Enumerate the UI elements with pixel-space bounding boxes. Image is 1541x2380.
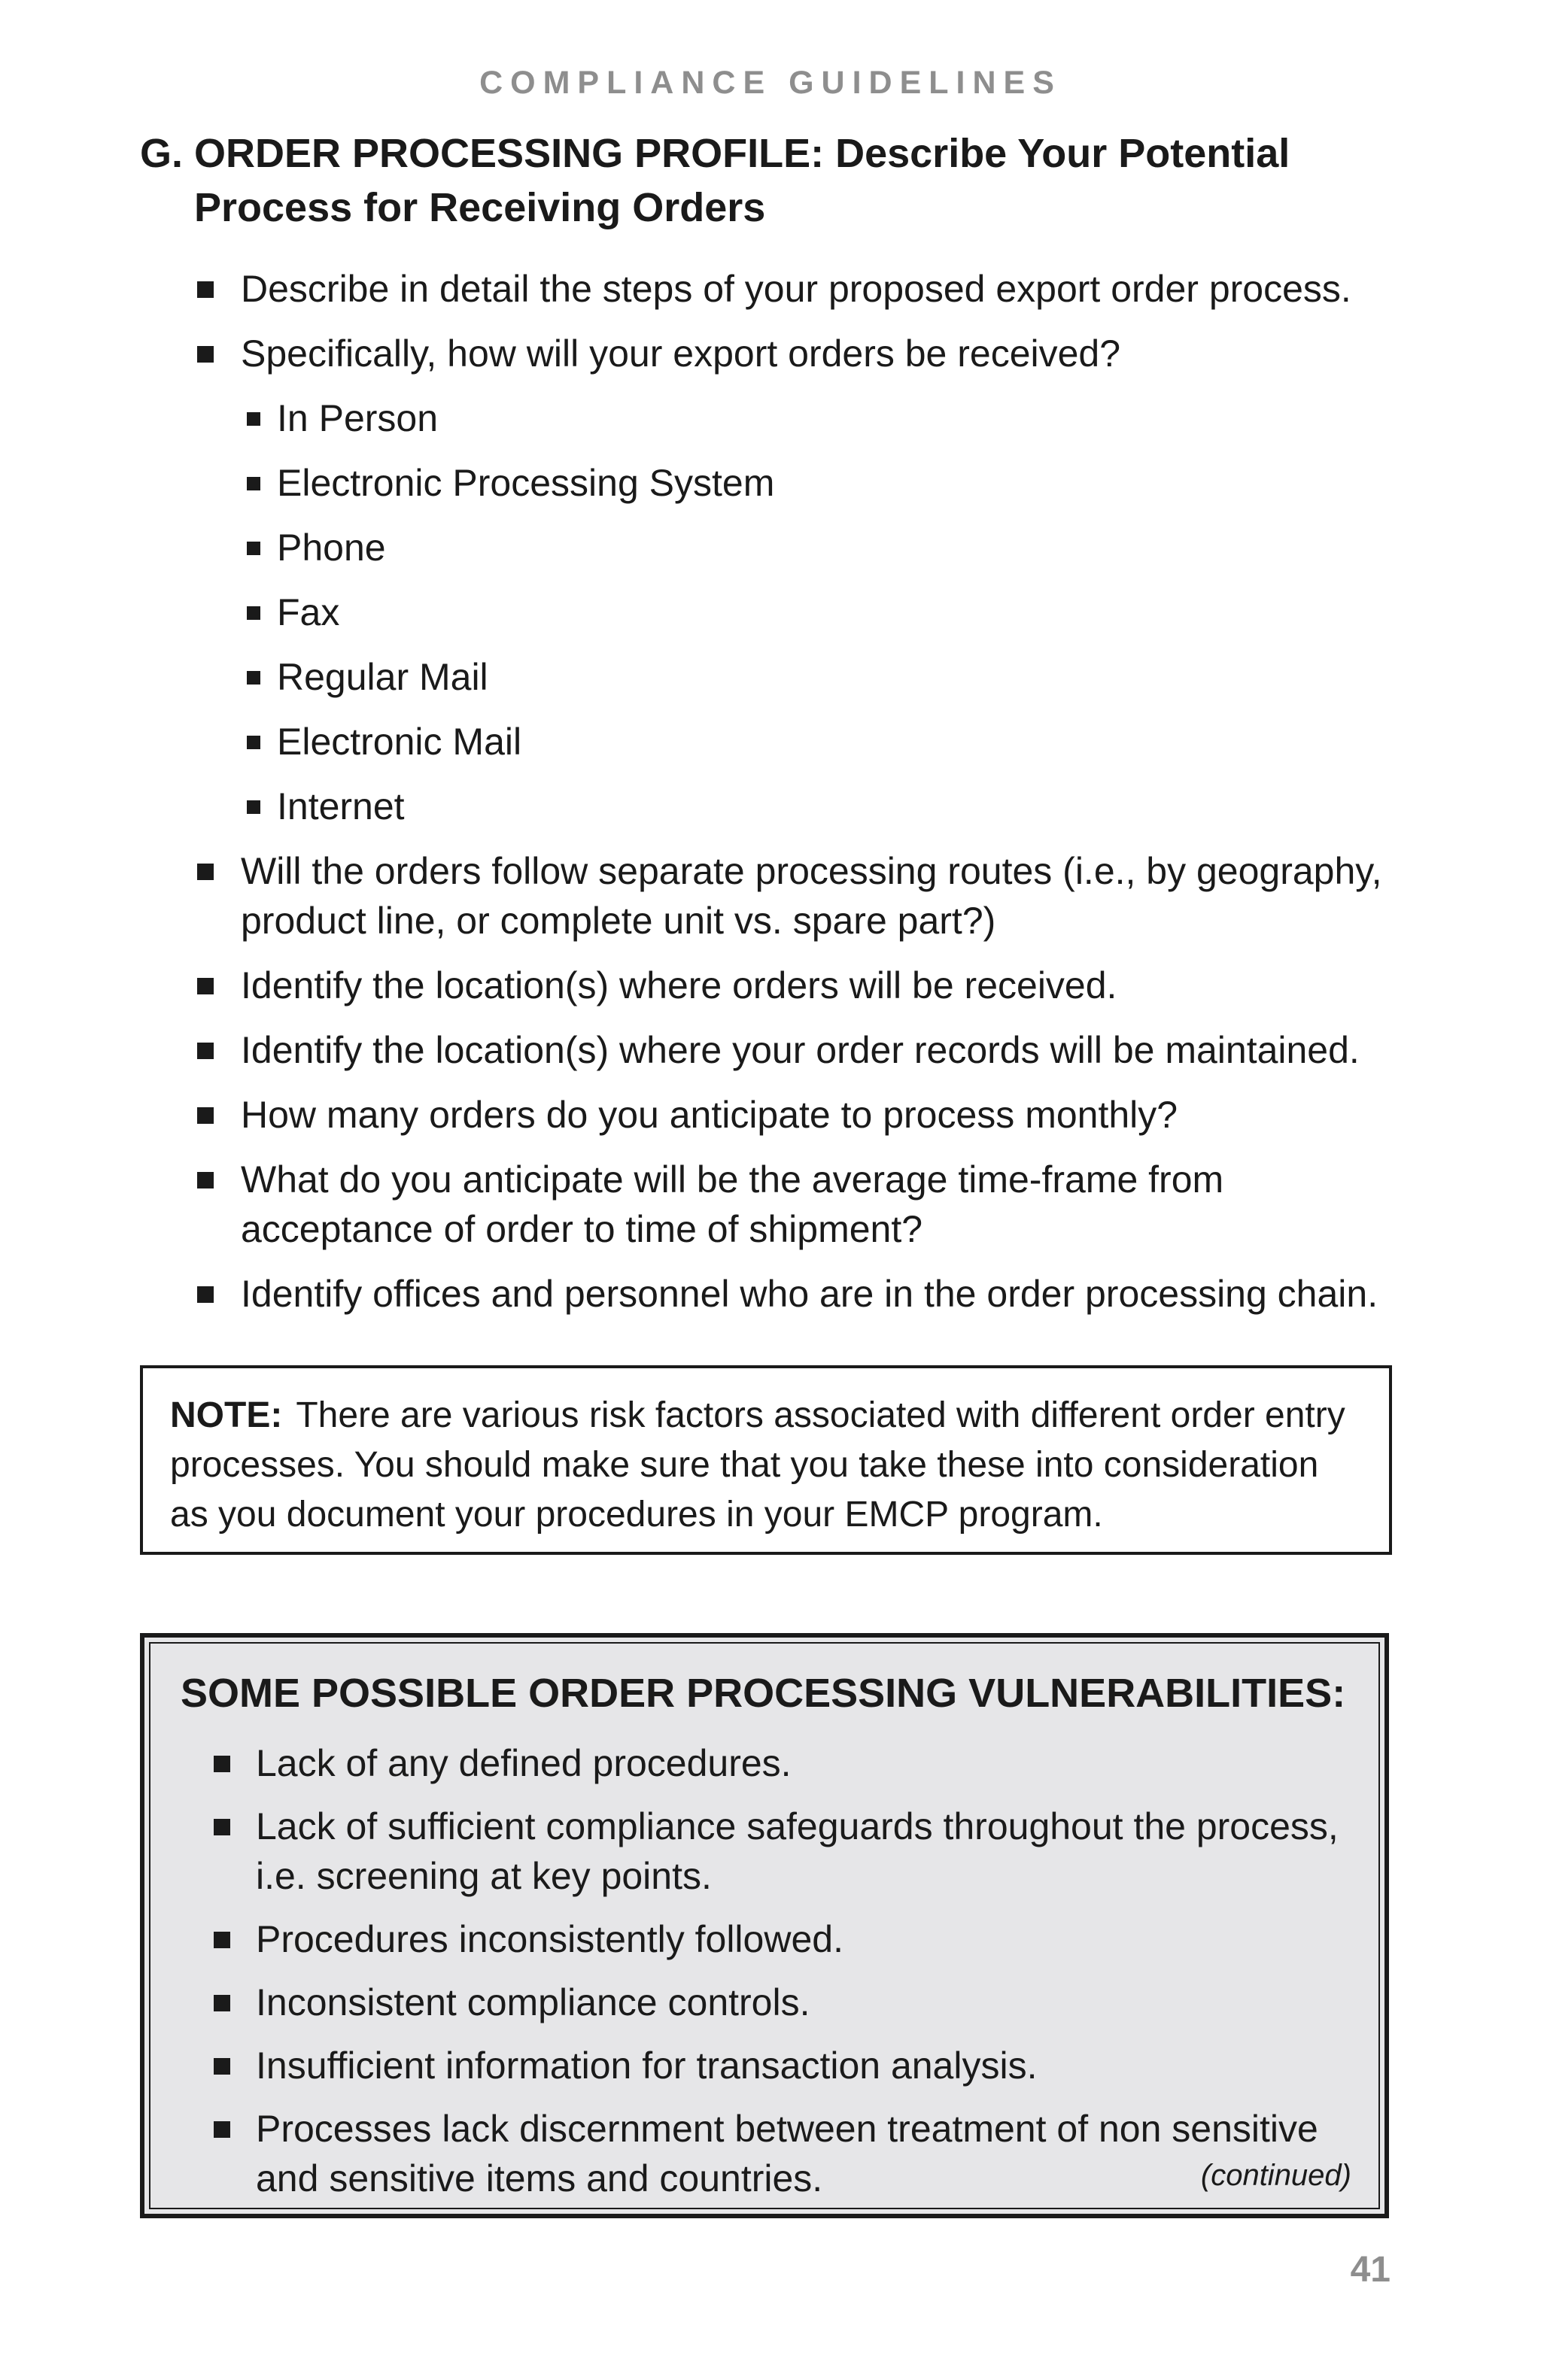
list-item bbox=[197, 329, 1416, 378]
vulnerabilities-box bbox=[140, 1633, 1389, 2218]
square-bullet-icon bbox=[247, 542, 260, 555]
square-bullet-icon bbox=[197, 346, 214, 363]
list-item-text: Inconsistent compliance controls. bbox=[256, 1981, 810, 2023]
page-number: 41 bbox=[1350, 2250, 1391, 2290]
list-item-text: Will the orders follow separate processing routes (i.e., by geography, product line, or complete unit vs. spare part?) bbox=[241, 850, 1382, 942]
list-item bbox=[197, 961, 1416, 1010]
list-item bbox=[214, 1914, 1342, 1964]
note-text: There are various risk factors associated with different order entry processes. You should make sure that you take these into consideration as you document your procedures in your EMCP program. bbox=[170, 1395, 1345, 1535]
list-item bbox=[197, 1090, 1416, 1140]
list-item-text: Insufficient information for transaction analysis. bbox=[256, 2045, 1038, 2087]
sub-list-item bbox=[197, 587, 1416, 637]
order-process-list bbox=[197, 264, 1416, 1334]
square-bullet-icon bbox=[247, 736, 260, 749]
sub-list-item bbox=[197, 523, 1416, 572]
square-bullet-icon bbox=[197, 1107, 214, 1124]
square-bullet-icon bbox=[247, 412, 260, 426]
list-item bbox=[197, 846, 1416, 946]
list-item-text: Internet bbox=[277, 785, 405, 827]
note-box bbox=[140, 1365, 1392, 1555]
list-item bbox=[197, 264, 1416, 314]
list-item-text: Electronic Processing System bbox=[277, 462, 775, 504]
continued-label: (continued) bbox=[1200, 2159, 1351, 2192]
vulnerabilities-list bbox=[214, 1738, 1342, 2217]
square-bullet-icon bbox=[214, 1932, 230, 1948]
square-bullet-icon bbox=[247, 671, 260, 685]
list-item-text: Identify offices and personnel who are in the order processing chain. bbox=[241, 1273, 1378, 1315]
sub-list-item bbox=[197, 652, 1416, 702]
square-bullet-icon bbox=[247, 800, 260, 814]
square-bullet-icon bbox=[197, 978, 214, 994]
list-item-text: Processes lack discernment between treatment of non sensitive and sensitive items and countries. bbox=[256, 2108, 1318, 2199]
square-bullet-icon bbox=[247, 606, 260, 620]
square-bullet-icon bbox=[247, 477, 260, 490]
square-bullet-icon bbox=[197, 1286, 214, 1303]
list-item-text: Identify the location(s) where orders will be received. bbox=[241, 964, 1117, 1006]
list-item-text: Lack of any defined procedures. bbox=[256, 1742, 792, 1784]
square-bullet-icon bbox=[197, 281, 214, 298]
list-item-text: In Person bbox=[277, 397, 439, 439]
running-head: COMPLIANCE GUIDELINES bbox=[479, 65, 1062, 101]
vulnerabilities-title: SOME POSSIBLE ORDER PROCESSING VULNERABILITIES: bbox=[181, 1671, 1346, 1716]
square-bullet-icon bbox=[197, 1172, 214, 1188]
sub-list-item bbox=[197, 393, 1416, 443]
list-item-text: Lack of sufficient compliance safeguards throughout the process, i.e. screening at key points. bbox=[256, 1805, 1339, 1897]
list-item-text: Identify the location(s) where your order records will be maintained. bbox=[241, 1029, 1360, 1071]
list-item bbox=[214, 1978, 1342, 2027]
sub-list-item bbox=[197, 458, 1416, 508]
list-item-text: Regular Mail bbox=[277, 656, 488, 698]
vulnerabilities-box-inner bbox=[149, 1642, 1380, 2209]
square-bullet-icon bbox=[214, 2121, 230, 2138]
sub-list-item bbox=[197, 782, 1416, 831]
list-item bbox=[214, 1738, 1342, 1788]
list-item bbox=[197, 1269, 1416, 1319]
square-bullet-icon bbox=[214, 1995, 230, 2011]
sub-list-item bbox=[197, 717, 1416, 767]
list-item-text: Specifically, how will your export orders be received? bbox=[241, 332, 1121, 375]
list-item bbox=[214, 2104, 1342, 2203]
square-bullet-icon bbox=[197, 1043, 214, 1059]
list-item-text: Phone bbox=[277, 527, 386, 569]
list-item-text: Describe in detail the steps of your proposed export order process. bbox=[241, 268, 1351, 310]
list-item bbox=[197, 1155, 1416, 1254]
note-label: NOTE: bbox=[170, 1395, 283, 1435]
section-letter: G. bbox=[140, 131, 184, 176]
list-item-text: Electronic Mail bbox=[277, 721, 522, 763]
list-item bbox=[214, 1802, 1342, 1901]
list-item-text: Procedures inconsistently followed. bbox=[256, 1918, 843, 1960]
list-item bbox=[197, 1025, 1416, 1075]
section-title: ORDER PROCESSING PROFILE: Describe Your Potential Process for Receiving Orders bbox=[194, 131, 1290, 230]
square-bullet-icon bbox=[214, 1819, 230, 1835]
list-item-text: Fax bbox=[277, 591, 340, 633]
square-bullet-icon bbox=[197, 864, 214, 880]
list-item-text: How many orders do you anticipate to process monthly? bbox=[241, 1094, 1178, 1136]
list-item bbox=[214, 2041, 1342, 2090]
square-bullet-icon bbox=[214, 1756, 230, 1772]
list-item-text: What do you anticipate will be the average time-frame from acceptance of order to time of shipment? bbox=[241, 1158, 1224, 1250]
section-heading bbox=[140, 126, 1404, 235]
square-bullet-icon bbox=[214, 2058, 230, 2075]
